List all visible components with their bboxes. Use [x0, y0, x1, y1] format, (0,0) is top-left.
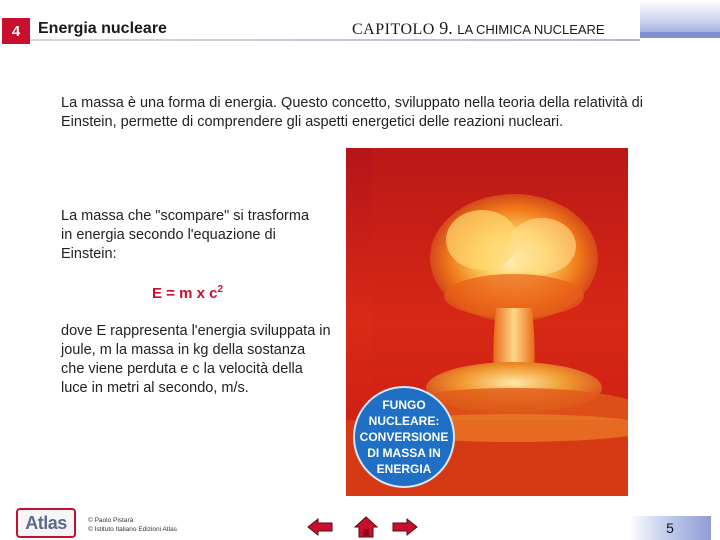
- next-button[interactable]: [390, 514, 420, 540]
- chapter-heading: [352, 18, 605, 39]
- equation-exponent: 2: [217, 284, 224, 295]
- arrow-left-icon: [306, 517, 334, 537]
- page-number: 5: [629, 516, 711, 540]
- chapter-number: 9.: [439, 18, 453, 38]
- header-divider: [30, 39, 640, 41]
- header-accent-bar: [640, 32, 720, 38]
- einstein-equation: [152, 284, 223, 302]
- home-button[interactable]: [351, 514, 381, 540]
- equation-base: E = m x c: [152, 285, 218, 302]
- explanation-paragraph: dove E rappresenta l'energia sviluppata in joule, m la massa in kg della sostanza che viene perduta e c la velocità della luce in metri al secondo, m/s.: [61, 323, 331, 396]
- credits: [88, 516, 177, 534]
- credit-author: © Paolo Pistarà: [88, 517, 134, 524]
- chapter-title: LA CHIMICA NUCLEARE: [457, 22, 605, 37]
- mass-paragraph: La massa che "scompare" si trasforma in energia secondo l'equazione di Einstein:: [61, 208, 310, 262]
- section-title: Energia nucleare: [38, 20, 167, 37]
- credit-publisher: © Istituto Italiano Edizioni Atlas: [88, 526, 177, 533]
- arrow-right-icon: [391, 517, 419, 537]
- previous-button[interactable]: [305, 514, 335, 540]
- chapter-prefix: CAPITOLO: [352, 21, 435, 38]
- caption-badge: FUNGO NUCLEARE: CONVERSIONE DI MASSA IN ENERGIA: [353, 386, 455, 488]
- section-number-badge: 4: [2, 18, 30, 44]
- home-icon: [353, 515, 379, 539]
- intro-paragraph: La massa è una forma di energia. Questo concetto, sviluppato nella teoria della relatività di Einstein, permette di comprendere gli aspetti energetici delle reazioni nucleari.: [61, 95, 643, 130]
- header-gradient-decoration: [640, 0, 720, 36]
- atlas-logo: Atlas: [16, 508, 76, 538]
